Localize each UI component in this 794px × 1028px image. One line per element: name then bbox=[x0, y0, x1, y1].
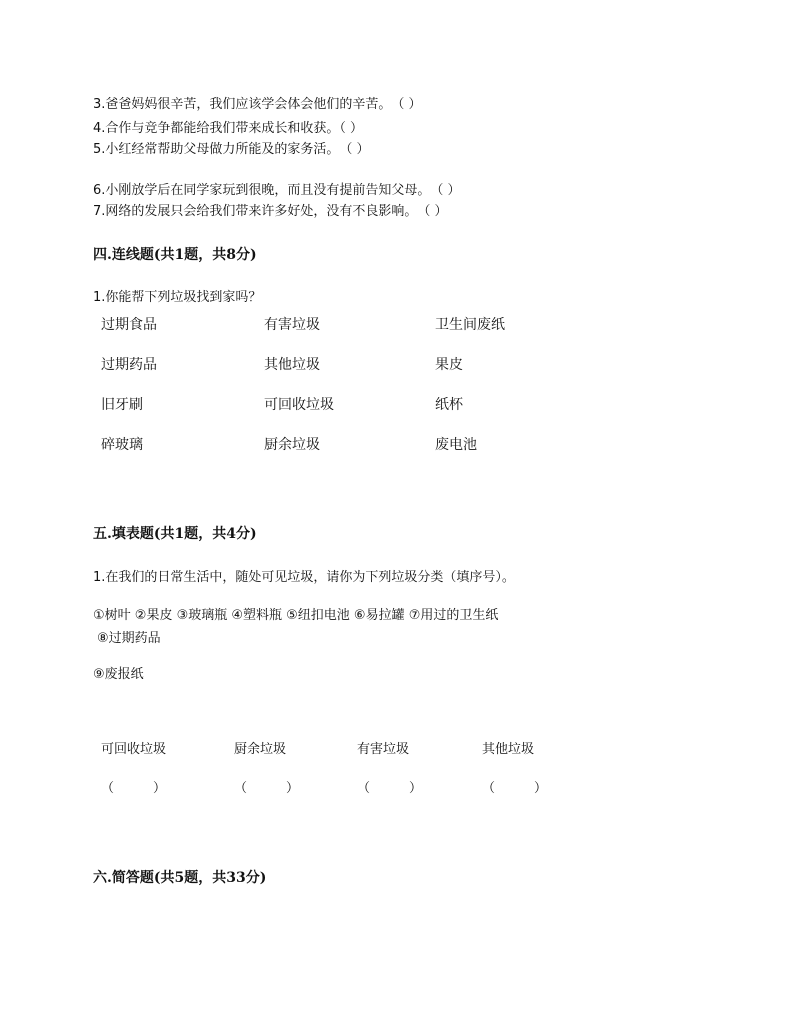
match-right-3: 纸杯 bbox=[435, 397, 463, 413]
waste-items-line-3: ⑨废报纸 bbox=[93, 667, 144, 682]
category-recyclable: 可回收垃圾 bbox=[101, 742, 167, 757]
match-right-4: 废电池 bbox=[435, 437, 477, 453]
blank-hazardous[interactable]: （ ） bbox=[357, 781, 423, 796]
blank-other[interactable]: （ ） bbox=[482, 781, 548, 796]
section-5-title: 五.填表题(共1题，共4分) bbox=[93, 526, 257, 542]
judgement-item-4: 4.合作与竞争都能给我们带来成长和收获。（ ） bbox=[93, 121, 364, 136]
blank-kitchen[interactable]: （ ） bbox=[234, 781, 300, 796]
match-middle-1: 有害垃圾 bbox=[264, 317, 320, 333]
waste-items-line-1: ①树叶 ②果皮 ③玻璃瓶 ④塑料瓶 ⑤纽扣电池 ⑥易拉罐 ⑦用过的卫生纸 bbox=[93, 608, 499, 623]
section-6-title: 六.简答题(共5题，共33分) bbox=[93, 870, 267, 886]
judgement-item-3: 3.爸爸妈妈很辛苦，我们应该学会体会他们的辛苦。 （ ） bbox=[93, 97, 422, 112]
match-middle-4: 厨余垃圾 bbox=[264, 437, 320, 453]
section-4-question: 1.你能帮下列垃圾找到家吗？ bbox=[93, 290, 262, 305]
match-left-3: 旧牙刷 bbox=[101, 397, 143, 413]
category-hazardous: 有害垃圾 bbox=[357, 742, 410, 757]
category-other: 其他垃圾 bbox=[482, 742, 535, 757]
match-middle-2: 其他垃圾 bbox=[264, 357, 320, 373]
match-middle-3: 可回收垃圾 bbox=[264, 397, 334, 413]
judgement-item-5: 5.小红经常帮助父母做力所能及的家务活。 （ ） bbox=[93, 142, 370, 157]
match-right-2: 果皮 bbox=[435, 357, 463, 373]
section-4-title: 四.连线题(共1题，共8分) bbox=[93, 247, 257, 263]
match-left-1: 过期食品 bbox=[101, 317, 157, 333]
match-left-2: 过期药品 bbox=[101, 357, 157, 373]
category-kitchen: 厨余垃圾 bbox=[234, 742, 287, 757]
section-5-question: 1.在我们的日常生活中，随处可见垃圾，请你为下列垃圾分类（填序号）。 bbox=[93, 570, 515, 585]
judgement-item-6: 6.小刚放学后在同学家玩到很晚，而且没有提前告知父母。 （ ） bbox=[93, 183, 461, 198]
match-right-1: 卫生间废纸 bbox=[435, 317, 505, 333]
blank-recyclable[interactable]: （ ） bbox=[101, 781, 167, 796]
judgement-item-7: 7.网络的发展只会给我们带来许多好处，没有不良影响。 （ ） bbox=[93, 204, 448, 219]
match-left-4: 碎玻璃 bbox=[101, 437, 143, 453]
waste-items-line-2: ⑧过期药品 bbox=[97, 631, 161, 646]
